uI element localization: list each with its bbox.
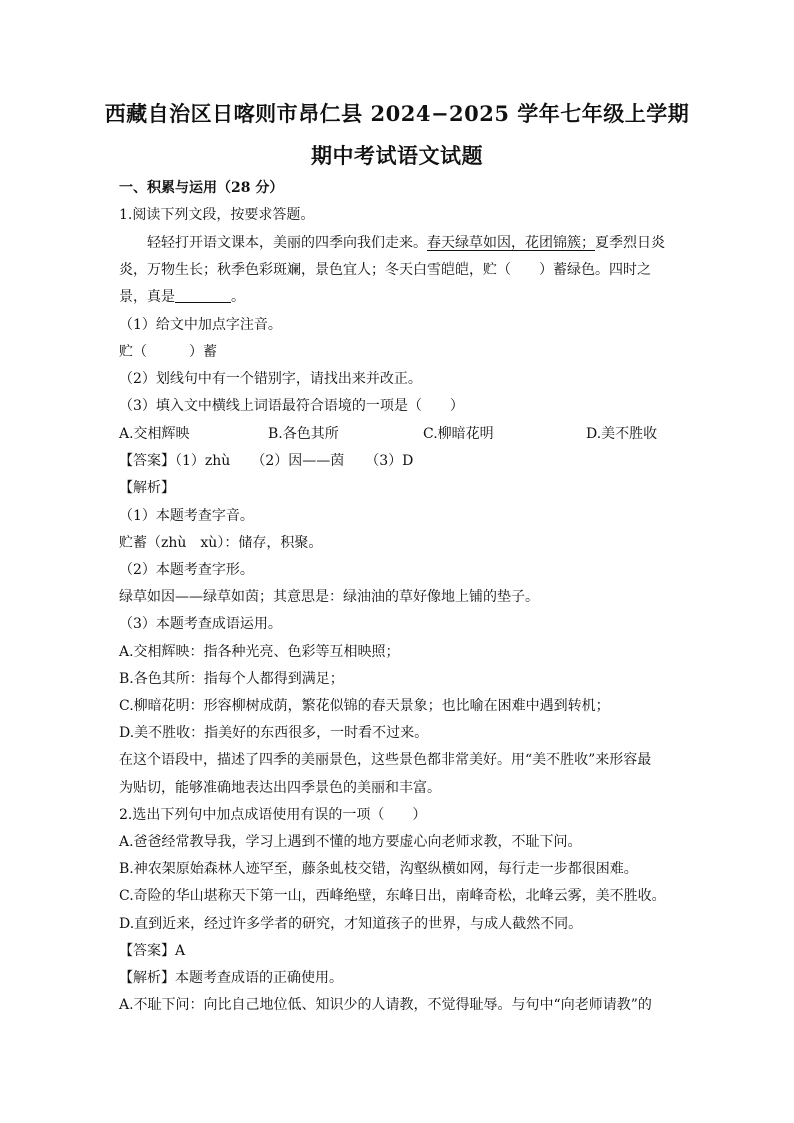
q2-analysis-line [119, 971, 343, 985]
sub-question-1-blank: 贮（ ）蓄 [119, 344, 217, 360]
analysis-line: （1）本题考查字音。 [119, 508, 254, 524]
passage-line-3: 景，真是 。 [119, 289, 245, 305]
underlined-sentence: 春天绿草如因，花团锦簇； [427, 235, 595, 251]
section-heading: 一、积累与运用（28 分） [119, 180, 284, 196]
analysis-text: 本题考查成语的正确使用。 [175, 970, 343, 986]
document-title-line1: 西藏自治区日喀则市昂仁县 2024−2025 学年七年级上学期 [104, 101, 690, 126]
analysis-line: A.交相辉映：指各种光亮、色彩等互相映照； [119, 644, 400, 660]
analysis-label: 【解析】 [119, 480, 175, 496]
q2-option-d: D.直到近来，经过许多学者的研究，才知道孩子的世界，与成人截然不同。 [119, 916, 583, 932]
analysis-line: C.柳暗花明：形容柳树成荫，繁花似锦的春天景象；也比喻在困难中遇到转机； [119, 698, 610, 714]
analysis-label: 【解析】 [119, 970, 175, 986]
sub-question-2: （2）划线句中有一个错别字，请找出来并改正。 [119, 371, 422, 387]
document-title-line2: 期中考试语文试题 [311, 143, 483, 168]
q2-analysis-line: A.不耻下问：向比自己地位低、知识少的人请教，不觉得耻辱。与句中“向老师请教”的 [119, 997, 652, 1013]
question-2-stem: 2.选出下列句中加点成语使用有误的一项（ ） [119, 807, 427, 823]
q2-answer-line [119, 944, 185, 958]
analysis-line: 绿草如因——绿草如茵；其意思是：绿油油的草好像地上铺的垫子。 [119, 589, 539, 605]
answer-text: A [175, 943, 186, 959]
passage-line-1: 轻轻打开语文课本，美丽的四季向我们走来。春天绿草如因，花团锦簇；夏季烈日炎 [147, 235, 665, 251]
sub-question-3: （3）填入文中横线上词语最符合语境的一项是（ ） [119, 398, 464, 414]
answer-label: 【答案】 [119, 943, 175, 959]
fill-blank [175, 290, 231, 303]
option-c: C.柳暗花明 [423, 426, 494, 442]
q2-option-c: C.奇险的华山堪称天下第一山，西峰绝壁，东峰日出，南峰奇松，北峰云雾，美不胜收。 [119, 888, 666, 904]
analysis-line: B.各色其所：指每个人都得到满足； [119, 671, 344, 687]
option-b: B.各色其所 [268, 426, 339, 442]
analysis-line: （3）本题考查成语运用。 [119, 616, 282, 632]
option-d: D.美不胜收 [586, 426, 658, 442]
analysis-line: D.美不胜收：指美好的东西很多，一时看不过来。 [119, 725, 429, 741]
passage-line-2: 炎，万物生长；秋季色彩斑斓，景色宜人；冬天白雪皑皑，贮（ ）蓄绿色。四时之 [119, 262, 651, 278]
question-1-stem: 1.阅读下列文段，按要求答题。 [119, 207, 315, 223]
option-a: A.交相辉映 [119, 426, 190, 442]
answer-text: （1）zhù （2）因——茵 （3）D [175, 453, 414, 469]
q2-option-a: A.爸爸经常教导我，学习上遇到不懂的地方要虚心向老师求教，不耻下问。 [119, 834, 582, 850]
analysis-line: 为贴切，能够准确地表达出四季景色的美丽和丰富。 [119, 780, 441, 796]
analysis-line: （2）本题考查字形。 [119, 562, 254, 578]
sub-question-1: （1）给文中加点字注音。 [119, 317, 282, 333]
q2-option-b: B.神农架原始森林人迹罕至，藤条虬枝交错，沟壑纵横如网，每行走一步都很困难。 [119, 861, 638, 877]
analysis-line: 贮蓄（zhù xù）：储存，积聚。 [119, 535, 323, 551]
answer-label: 【答案】 [119, 453, 175, 469]
answer-line [119, 454, 413, 468]
analysis-line: 在这个语段中，描述了四季的美丽景色，这些景色都非常美好。用“美不胜收”来形容最 [119, 752, 652, 768]
